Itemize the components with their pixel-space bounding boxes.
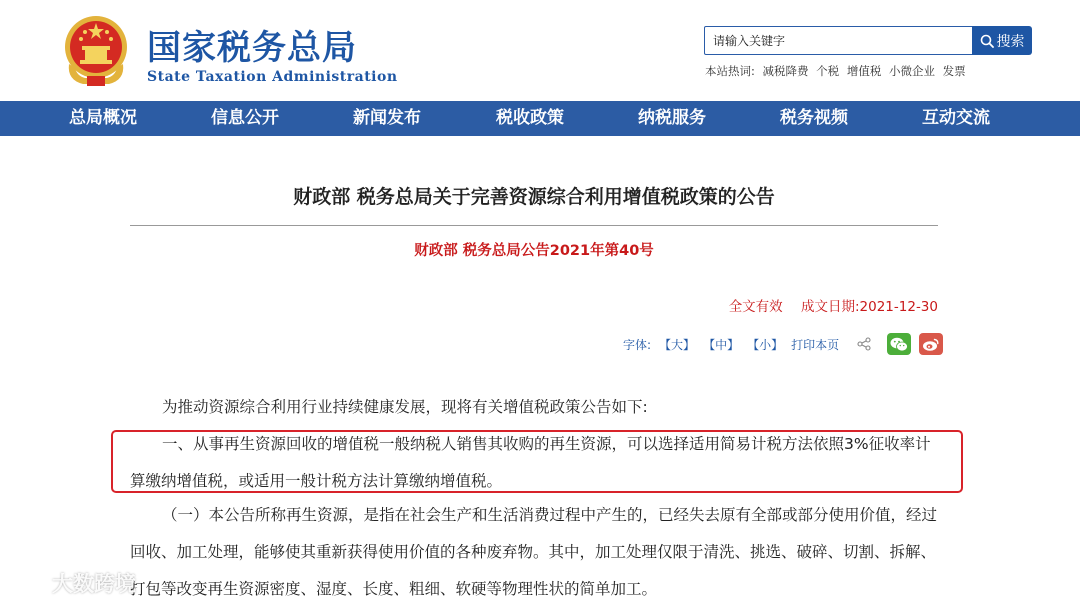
nav-item-tax-video[interactable]: 税务视频 <box>780 108 848 128</box>
hot-word-link[interactable]: 减税降费 <box>762 64 809 78</box>
hot-word-link[interactable]: 个税 <box>816 64 840 78</box>
title-divider <box>130 225 938 226</box>
article-meta <box>729 298 938 316</box>
font-small-button[interactable]: 【小】 <box>747 337 784 352</box>
wechat-share-button[interactable] <box>887 333 911 355</box>
print-button[interactable]: 打印本页 <box>791 337 840 352</box>
weibo-share-button[interactable] <box>919 333 943 355</box>
hot-words-label: 本站热词: <box>705 64 755 78</box>
hot-words <box>705 63 966 79</box>
search-box <box>704 26 973 55</box>
search-button[interactable] <box>972 26 1032 55</box>
font-size-label: 字体: <box>623 337 652 352</box>
watermark <box>12 563 136 603</box>
search-input[interactable] <box>705 27 972 54</box>
issue-date: 成文日期:2021-12-30 <box>800 299 938 315</box>
hot-word-link[interactable]: 发票 <box>942 64 966 78</box>
nav-item-overview[interactable]: 总局概况 <box>69 108 137 128</box>
search-button-label: 搜索 <box>996 33 1025 50</box>
site-title-english: State Taxation Administration <box>147 69 398 85</box>
share-icon[interactable] <box>857 337 871 351</box>
nav-item-info-disclosure[interactable]: 信息公开 <box>211 108 279 128</box>
watermark-text: 大数跨境 <box>52 572 136 596</box>
main-nav <box>0 101 1080 136</box>
paragraph-subsection-one: （一）本公告所称再生资源，是指在社会生产和生活消费过程中产生的，已经失去原有全部或部分使用价值，经过回收、加工处理，能够使其重新获得使用价值的各种废弃物。其中，加工处理仅限于清洗、挑选、破碎、切割、拆解、打包等改变再生资源密度、湿度、长度、粗细、软硬等物理性状的简单加工。 <box>130 506 938 598</box>
font-medium-button[interactable]: 【中】 <box>703 337 740 352</box>
paragraph-intro: 为推动资源综合利用行业持续健康发展，现将有关增值税政策公告如下: <box>162 398 648 416</box>
wechat-icon <box>890 337 908 352</box>
hot-word-link[interactable]: 小微企业 <box>889 64 935 78</box>
nav-item-interaction[interactable]: 互动交流 <box>922 108 990 128</box>
site-header <box>0 0 1080 101</box>
site-title[interactable]: 国家税务总局 <box>147 28 357 68</box>
nav-item-tax-policy[interactable]: 税收政策 <box>496 108 564 128</box>
article-title: 财政部 税务总局关于完善资源综合利用增值税政策的公告 <box>293 186 775 208</box>
weibo-icon <box>922 337 940 352</box>
national-emblem-icon[interactable] <box>63 14 129 88</box>
nav-item-news[interactable]: 新闻发布 <box>353 108 421 128</box>
nav-item-tax-service[interactable]: 纳税服务 <box>638 108 706 128</box>
font-large-button[interactable]: 【大】 <box>659 337 696 352</box>
watermark-logo-icon <box>12 569 48 597</box>
document-number: 财政部 税务总局公告2021年第40号 <box>414 243 654 259</box>
hot-word-link[interactable]: 增值税 <box>846 64 882 78</box>
paragraph-section-one: 一、从事再生资源回收的增值税一般纳税人销售其收购的再生资源，可以选择适用简易计税方法依照3%征收率计算缴纳增值税，或适用一般计税方法计算缴纳增值税。 <box>130 435 931 490</box>
validity-status: 全文有效 <box>728 299 783 315</box>
article-tools <box>623 332 943 356</box>
search-icon <box>980 34 994 48</box>
